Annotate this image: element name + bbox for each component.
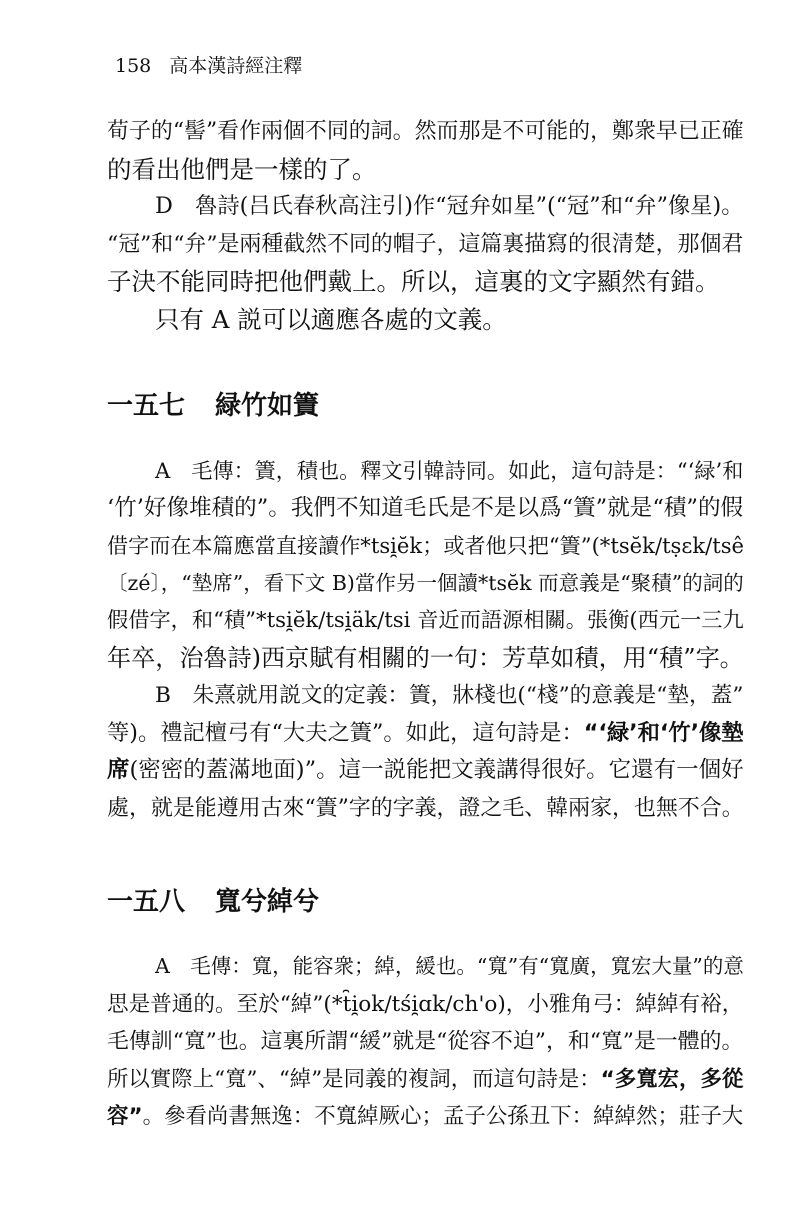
s157-pA-line-5: 假借字，和“積”*tsi̯ĕk/tsi̯äk/tsi 音近而語源相關。張衡(西元一三九 (107, 608, 744, 633)
intro-p2-line-3: 子決不能同時把他們戴上。所以，這裏的文字顯然有錯。 (107, 267, 720, 296)
s157-pB-line-3-text: (密密的蓋滿地面)”。這一説能把文義講得很好。它還有一個好 (129, 757, 744, 783)
running-header (115, 52, 302, 80)
s158-pA-line-4 (107, 1061, 747, 1099)
s157-pB-line-1: B 朱熹就用説文的定義：簀，牀棧也(“棧”的意義是“墊，蓋” (155, 683, 744, 708)
s157-pB-line-3-bold: 席 (107, 757, 130, 783)
intro-p3-line-1: 只有 A 説可以適應各處的文義。 (155, 304, 507, 334)
section-158-heading (107, 882, 747, 922)
s157-pB-line-4: 處，就是能遵用古來“簀”字的字義，證之毛、韓兩家，也無不合。 (107, 795, 744, 821)
s157-pA-line-4: 〔zé〕，“墊席”，看下文 B)當作另一個讀*tsĕk 而意義是“聚積”的詞的 (107, 570, 744, 595)
intro-p2-line-2: “冠”和“弁”是兩種截然不同的帽子，這篇裏描寫的很清楚，那個君 (107, 231, 744, 257)
s158-pA-line-4-bold: “多寬宏，多從 (600, 1066, 744, 1092)
page-number: 158 (115, 55, 152, 77)
s157-pA-line-6: 年卒，治魯詩)西京賦有相關的一句：芳草如積，用“積”字。 (107, 643, 744, 672)
s157-pA-line-3: 借字而在本篇應當直接讀作*tsi̯ĕk；或者他只把“簀”(*tsĕk/tṣɛk/tsê (107, 533, 745, 558)
intro-p1-line-2: 的看出他們是一樣的了。 (107, 154, 377, 184)
s157-pA-line-2: ‘竹’好像堆積的”。我們不知道毛氏是不是以爲“簀”就是“積”的假 (107, 494, 744, 521)
page-body (107, 113, 747, 1136)
s158-pA-line-5-text: 。參看尚書無逸：不寬綽厥心；孟子公孫丑下：綽綽然；莊子大 (142, 1104, 744, 1129)
section-157-title: 緑竹如簀 (215, 391, 320, 421)
s158-pA-line-2: 思是普通的。至於“綽”(*t̑i̯ok/tśi̯ɑk/ch'o)，小雅角弓：綽綽有裕， (107, 991, 744, 1017)
section-158-title: 寬兮綽兮 (215, 887, 320, 917)
s157-pB-line-2 (107, 715, 747, 753)
intro-p2-line-1: D 魯詩(吕氏春秋高注引)作“冠弁如星”(“冠”和“弁”像星)。 (155, 193, 744, 219)
section-158-number: 一五八 (107, 887, 186, 917)
section-157-heading (107, 386, 747, 426)
intro-p1-line-1: 荀子的“髻”看作兩個不同的詞。然而那是不可能的，鄭衆早已正確 (107, 119, 744, 144)
s157-pB-line-3 (107, 752, 747, 790)
s157-pA-line-1: A 毛傳：簀，積也。釋文引韓詩同。如此，這句詩是：“‘緑’和 (155, 458, 744, 483)
s157-pB-line-2-bold: “‘緑’和‘竹’像墊 (583, 719, 744, 746)
s157-pB-line-2-text: 等)。禮記檀弓有“大夫之簀”。如此，這句詩是： (107, 719, 584, 746)
s158-pA-line-5 (107, 1098, 747, 1136)
s158-pA-line-1: A 毛傳：寬，能容衆；綽，緩也。“寬”有“寬廣，寬宏大量”的意 (155, 954, 744, 978)
s158-pA-line-3: 毛傳訓“寬”也。這裏所謂“緩”就是“從容不迫”，和“寬”是一體的。 (107, 1029, 744, 1054)
section-157-number: 一五七 (107, 391, 186, 421)
book-title: 高本漢詩經注釋 (169, 55, 303, 77)
s158-pA-line-5-bold: 容” (107, 1104, 143, 1129)
s158-pA-line-4-text: 所以實際上“寬”、“綽”是同義的複詞，而這句詩是： (107, 1066, 601, 1092)
